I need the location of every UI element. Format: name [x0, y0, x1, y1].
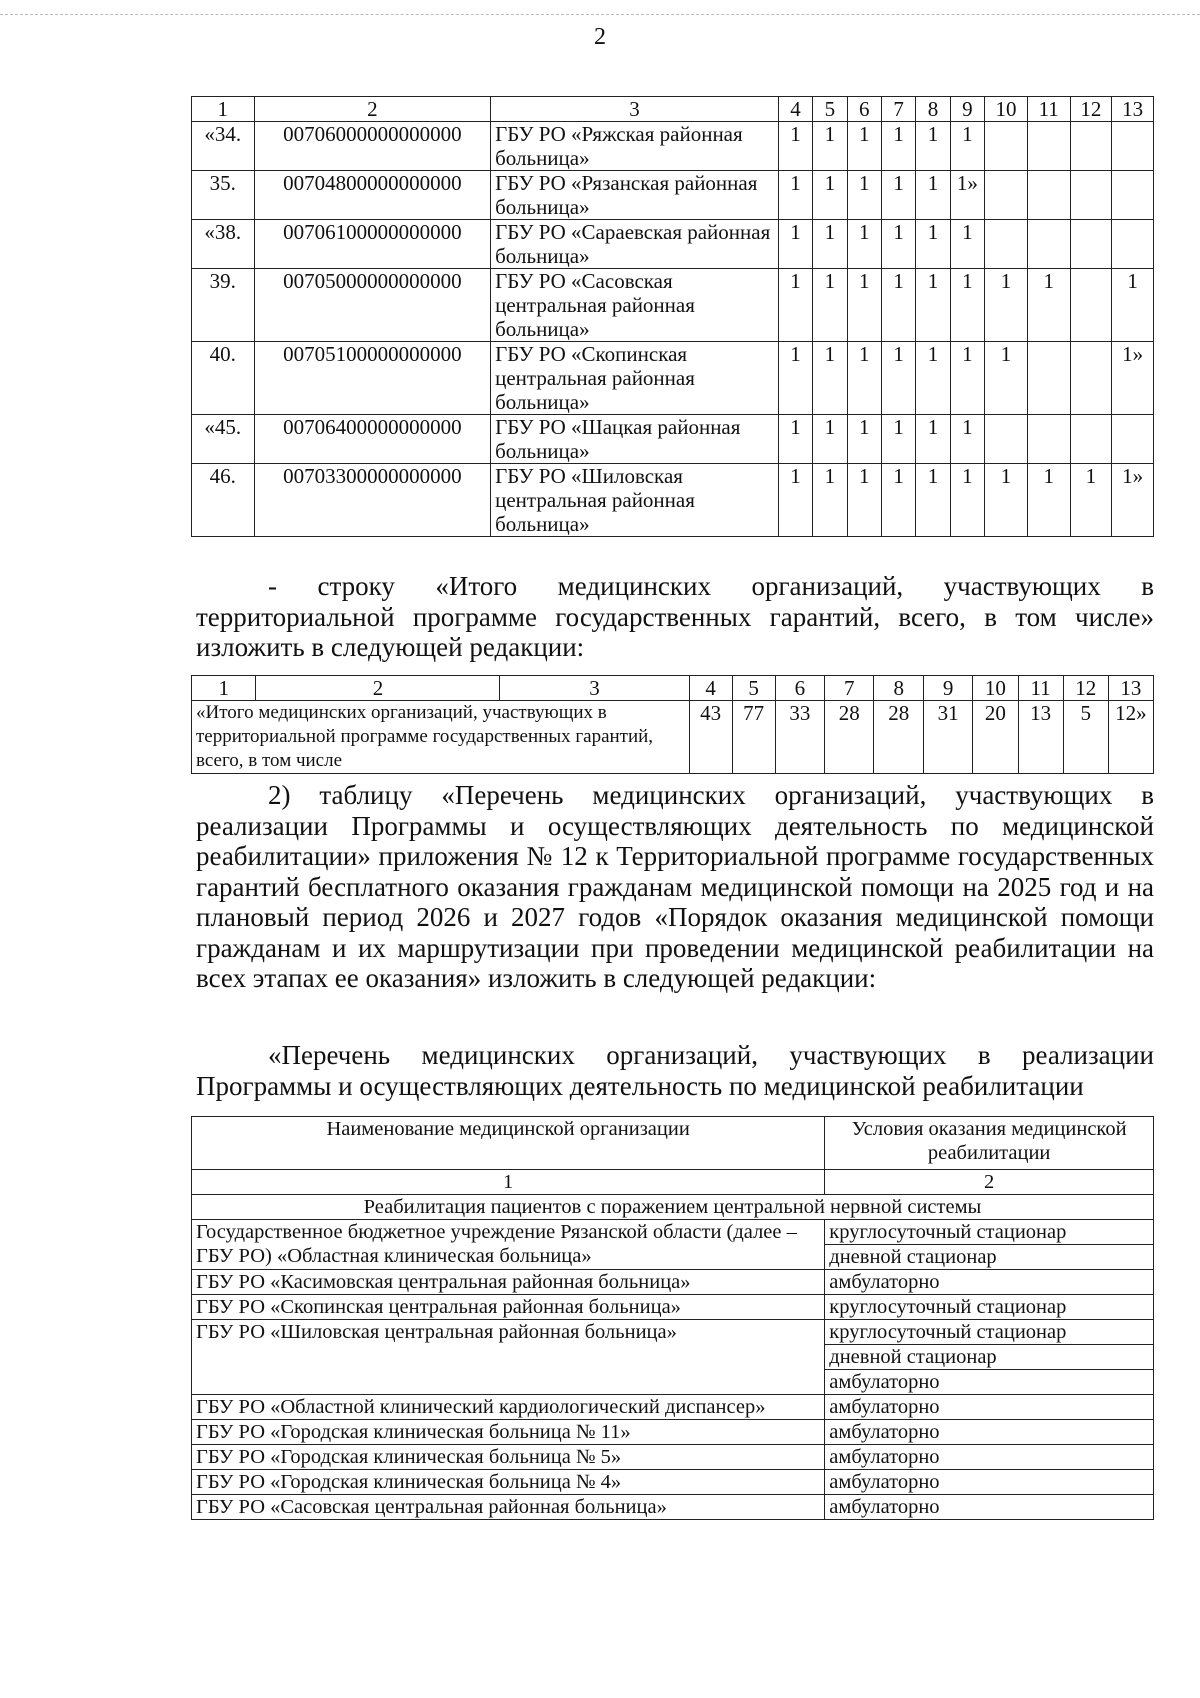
column-number: 1: [192, 1170, 825, 1195]
condition: амбулаторно: [825, 1495, 1154, 1520]
header-cell: 11: [1018, 676, 1063, 701]
table-row: [192, 415, 1154, 464]
row-cell: 1: [985, 269, 1028, 342]
header-cell: 6: [775, 676, 824, 701]
header-cell: 9: [923, 676, 972, 701]
row-cell: [1070, 269, 1112, 342]
row-number: «34.: [192, 122, 255, 171]
header-cell: 4: [689, 676, 732, 701]
row-cell: [1027, 171, 1070, 220]
row-cell: 1: [916, 171, 950, 220]
total-value: 43: [689, 701, 732, 774]
table-header-row: [192, 676, 1154, 701]
section-row: [192, 1195, 1154, 1220]
row-cell: 1: [985, 342, 1028, 415]
table-row: [192, 1320, 1154, 1345]
total-label: «Итого медицинских организаций, участвующих в территориальной программе государственных гарантий, всего, в том числе: [192, 701, 690, 774]
org-name: ГБУ РО «Городская клиническая больница № 4»: [192, 1470, 825, 1495]
row-code: 00703300000000000: [254, 464, 491, 537]
row-cell: 1: [847, 122, 881, 171]
header-cell: 6: [847, 97, 881, 122]
header-cell: 2: [256, 676, 500, 701]
row-cell: [985, 220, 1028, 269]
row-cell: 1: [916, 269, 950, 342]
row-cell: [1112, 220, 1154, 269]
total-value: 13: [1018, 701, 1063, 774]
table-row: [192, 1420, 1154, 1445]
row-cell: [1027, 220, 1070, 269]
header-cell: 11: [1027, 97, 1070, 122]
condition: круглосуточный стационар: [825, 1320, 1154, 1345]
instruction-paragraph-1: - строку «Итого медицинских организаций, участвующих в территориальной программе государственных гарантий, всего, в том числе» изложить в следующей редакции:: [196, 571, 1154, 662]
row-cell: [1112, 122, 1154, 171]
row-cell: 1: [813, 464, 847, 537]
row-cell: [1027, 122, 1070, 171]
row-cell: 1: [881, 122, 915, 171]
row-cell: 1: [916, 122, 950, 171]
header-cell: 13: [1108, 676, 1153, 701]
table-row: [192, 1495, 1154, 1520]
header-cell: 10: [973, 676, 1018, 701]
org-name: ГБУ РО «Городская клиническая больница № 5»: [192, 1445, 825, 1470]
condition: дневной стационар: [825, 1345, 1154, 1370]
row-org-name: ГБУ РО «Шацкая районная больница»: [491, 415, 779, 464]
row-cell: 1»: [1112, 342, 1154, 415]
header-cell: 10: [985, 97, 1028, 122]
header-cell: 2: [254, 97, 491, 122]
row-code: 00706400000000000: [254, 415, 491, 464]
row-cell: 1: [813, 342, 847, 415]
header-cell: 5: [813, 97, 847, 122]
org-name: ГБУ РО «Областной клинический кардиологический диспансер»: [192, 1395, 825, 1420]
row-cell: 1: [881, 415, 915, 464]
org-name: ГБУ РО «Сасовская центральная районная больница»: [192, 1495, 825, 1520]
row-number: 35.: [192, 171, 255, 220]
row-cell: 1: [881, 171, 915, 220]
total-value: 77: [732, 701, 775, 774]
row-cell: 1: [847, 342, 881, 415]
row-cell: 1: [950, 269, 984, 342]
row-code: 00705100000000000: [254, 342, 491, 415]
row-cell: 1: [778, 220, 812, 269]
header-cell: 9: [950, 97, 984, 122]
row-cell: 1: [1027, 464, 1070, 537]
row-cell: 1: [985, 464, 1028, 537]
org-name: Государственное бюджетное учреждение Рязанской области (далее – ГБУ РО) «Областная клиническая больница»: [192, 1220, 825, 1270]
row-cell: 1: [847, 171, 881, 220]
column-number: 2: [825, 1170, 1154, 1195]
condition: амбулаторно: [825, 1370, 1154, 1395]
header-cell: 13: [1112, 97, 1154, 122]
row-cell: 1: [881, 220, 915, 269]
total-value: 28: [825, 701, 874, 774]
total-row: [192, 701, 1154, 774]
row-cell: 1: [881, 342, 915, 415]
rehabilitation-table: [191, 1116, 1154, 1520]
header-cell: 5: [732, 676, 775, 701]
row-cell: 1: [778, 415, 812, 464]
row-cell: 1: [813, 415, 847, 464]
instruction-paragraph-2: 2) таблицу «Перечень медицинских организаций, участвующих в реализации Программы и осуществляющих деятельность по медицинской реабилитации» приложения № 12 к Территориальной программе государственных гарантий бесплатного оказания гражданам медицинской помощи на 2025 год и на плановый период 2026 и 2027 годов «Порядок оказания медицинской помощи гражданам и их маршрутизации при проведении медицинской реабилитации на всех этапах ее оказания» изложить в следующей редакции:: [196, 780, 1154, 993]
header-cell: 1: [192, 97, 255, 122]
row-cell: 1: [881, 269, 915, 342]
row-cell: 1: [916, 464, 950, 537]
table-header-row: [192, 1117, 1154, 1170]
table-row: [192, 1295, 1154, 1320]
row-cell: [985, 122, 1028, 171]
header-conditions: Условия оказания медицинской реабилитации: [825, 1117, 1154, 1170]
total-value: 33: [775, 701, 824, 774]
total-value: 12»: [1108, 701, 1153, 774]
row-code: 00705000000000000: [254, 269, 491, 342]
row-cell: [1070, 415, 1112, 464]
scan-top-edge: [0, 14, 1200, 15]
row-cell: 1: [778, 122, 812, 171]
table-row: [192, 269, 1154, 342]
section-title: Реабилитация пациентов с поражением центральной нервной системы: [192, 1195, 1154, 1220]
row-cell: [985, 171, 1028, 220]
row-number: «38.: [192, 220, 255, 269]
row-number: 39.: [192, 269, 255, 342]
row-cell: 1: [950, 464, 984, 537]
column-number-row: [192, 1170, 1154, 1195]
header-cell: 12: [1063, 676, 1108, 701]
total-value: 5: [1063, 701, 1108, 774]
header-cell: 7: [825, 676, 874, 701]
row-cell: 1: [847, 269, 881, 342]
row-cell: 1»: [950, 171, 984, 220]
row-cell: 1: [881, 464, 915, 537]
table-row: [192, 1270, 1154, 1295]
row-cell: 1: [813, 122, 847, 171]
table-row: [192, 464, 1154, 537]
row-org-name: ГБУ РО «Скопинская центральная районная больница»: [491, 342, 779, 415]
row-cell: 1: [950, 415, 984, 464]
table-row: [192, 1445, 1154, 1470]
row-cell: 1: [813, 171, 847, 220]
row-code: 00706000000000000: [254, 122, 491, 171]
condition: амбулаторно: [825, 1470, 1154, 1495]
row-cell: 1: [778, 171, 812, 220]
row-cell: [1027, 415, 1070, 464]
row-cell: 1: [847, 415, 881, 464]
condition: амбулаторно: [825, 1420, 1154, 1445]
header-org: Наименование медицинской организации: [192, 1117, 825, 1170]
condition: круглосуточный стационар: [825, 1220, 1154, 1245]
row-cell: 1: [916, 342, 950, 415]
row-number: 46.: [192, 464, 255, 537]
row-cell: [1070, 122, 1112, 171]
row-org-name: ГБУ РО «Рязанская районная больница»: [491, 171, 779, 220]
table-title: «Перечень медицинских организаций, участвующих в реализации Программы и осуществляющих деятельность по медицинской реабилитации: [196, 1040, 1154, 1101]
row-cell: 1: [1027, 269, 1070, 342]
row-org-name: ГБУ РО «Сараевская районная больница»: [491, 220, 779, 269]
header-cell: 4: [778, 97, 812, 122]
row-cell: 1: [847, 464, 881, 537]
org-name: ГБУ РО «Городская клиническая больница № 11»: [192, 1420, 825, 1445]
condition: амбулаторно: [825, 1445, 1154, 1470]
condition: амбулаторно: [825, 1395, 1154, 1420]
row-cell: 1: [950, 342, 984, 415]
row-org-name: ГБУ РО «Шиловская центральная районная больница»: [491, 464, 779, 537]
page-number: 2: [594, 24, 606, 50]
row-cell: [1070, 220, 1112, 269]
total-row-table: [191, 675, 1154, 774]
condition: амбулаторно: [825, 1270, 1154, 1295]
row-cell: 1»: [1112, 464, 1154, 537]
row-cell: 1: [950, 122, 984, 171]
header-cell: 3: [500, 676, 689, 701]
row-cell: 1: [1070, 464, 1112, 537]
row-cell: [1112, 171, 1154, 220]
total-value: 31: [923, 701, 972, 774]
row-cell: 1: [813, 220, 847, 269]
row-org-name: ГБУ РО «Ряжская районная больница»: [491, 122, 779, 171]
table-row: [192, 1470, 1154, 1495]
header-cell: 7: [881, 97, 915, 122]
table-header-row: [192, 97, 1154, 122]
org-name: ГБУ РО «Шиловская центральная районная больница»: [192, 1320, 825, 1395]
table-row: [192, 1220, 1154, 1245]
header-cell: 8: [874, 676, 923, 701]
row-cell: 1: [950, 220, 984, 269]
header-cell: 1: [192, 676, 256, 701]
header-cell: 12: [1070, 97, 1112, 122]
row-cell: 1: [778, 342, 812, 415]
row-org-name: ГБУ РО «Сасовская центральная районная больница»: [491, 269, 779, 342]
row-cell: [1027, 342, 1070, 415]
condition: круглосуточный стационар: [825, 1295, 1154, 1320]
org-name: ГБУ РО «Скопинская центральная районная больница»: [192, 1295, 825, 1320]
org-name: ГБУ РО «Касимовская центральная районная больница»: [192, 1270, 825, 1295]
row-cell: 1: [916, 415, 950, 464]
row-cell: [985, 415, 1028, 464]
total-value: 20: [973, 701, 1018, 774]
header-cell: 8: [916, 97, 950, 122]
row-cell: 1: [1112, 269, 1154, 342]
row-cell: [1070, 171, 1112, 220]
row-code: 00706100000000000: [254, 220, 491, 269]
total-value: 28: [874, 701, 923, 774]
row-cell: 1: [778, 269, 812, 342]
row-cell: 1: [813, 269, 847, 342]
table-row: [192, 342, 1154, 415]
row-number: 40.: [192, 342, 255, 415]
organizations-table: [191, 96, 1154, 537]
row-code: 00704800000000000: [254, 171, 491, 220]
row-number: «45.: [192, 415, 255, 464]
row-cell: 1: [916, 220, 950, 269]
condition: дневной стационар: [825, 1245, 1154, 1270]
row-cell: 1: [847, 220, 881, 269]
row-cell: [1070, 342, 1112, 415]
table-row: [192, 1395, 1154, 1420]
table-row: [192, 122, 1154, 171]
header-cell: 3: [491, 97, 779, 122]
row-cell: [1112, 415, 1154, 464]
table-row: [192, 171, 1154, 220]
table-row: [192, 220, 1154, 269]
row-cell: 1: [778, 464, 812, 537]
